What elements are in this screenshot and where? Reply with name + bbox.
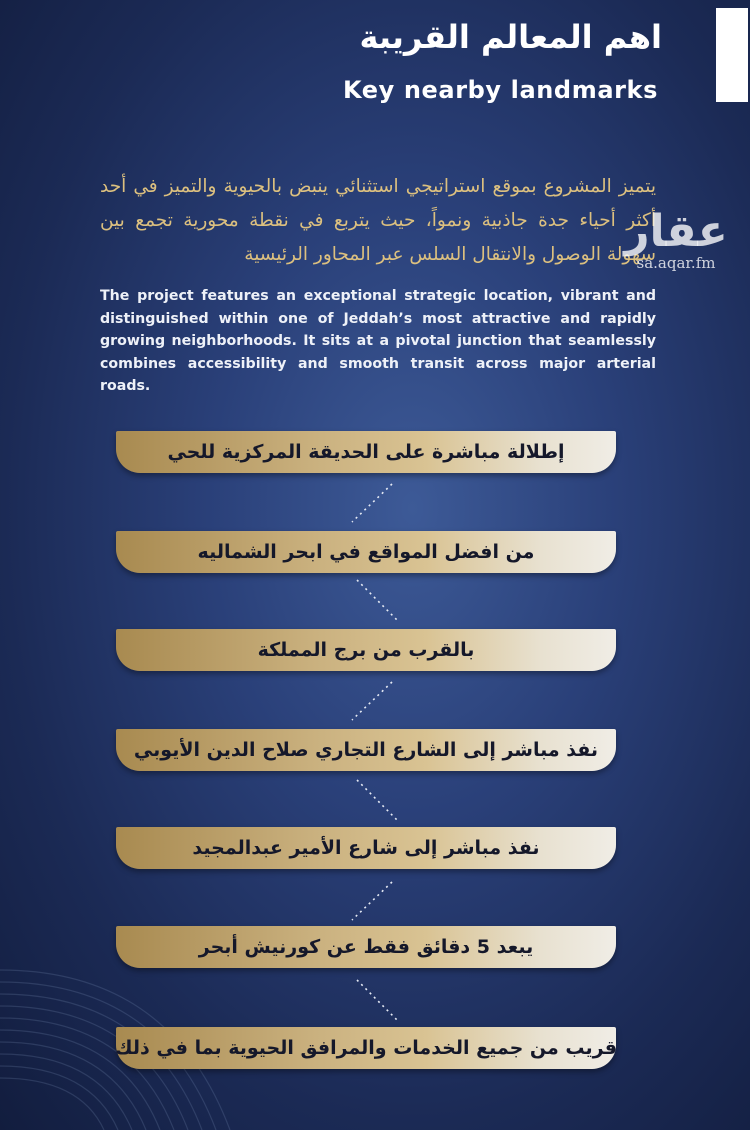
landmark-bar-3 [116,629,616,671]
landmark-bar-6 [116,926,616,968]
connector-line [357,980,397,1020]
connector-line [352,484,392,522]
landmark-label: يبعد 5 دقائق فقط عن كورنيش أبحر [198,936,534,958]
connector-line [357,780,397,820]
landmark-label: قريب من جميع الخدمات والمرافق الحيوية بما في ذلك [115,1037,617,1059]
landmark-bar-2 [116,531,616,573]
connector-line [352,682,392,720]
connector-line [352,882,392,920]
description-english: The project features an exceptional strategic location, vibrant and distinguished within one of Jeddah’s most attractive and rapidly growing neighborhoods. It sits at a pivotal junction that seamlessly combines accessibility and smooth transit across major arterial roads. [100,288,656,394]
landmark-label: نفذ مباشر إلى شارع الأمير عبدالمجيد [192,837,540,859]
connector-line [357,580,397,620]
aqar-url: sa.aqar.fm [636,254,716,272]
landmark-bar-5 [116,827,616,869]
landmark-bar-4 [116,729,616,771]
page-title-english: Key nearby landmarks [343,76,658,104]
page-title-arabic: اهم المعالم القريبة [359,18,662,56]
landmark-label: نفذ مباشر إلى الشارع التجاري صلاح الدين الأيوبي [133,739,599,761]
landmark-label: إطلالة مباشرة على الحديقة المركزية للحي [167,441,565,463]
description-arabic: يتميز المشروع بموقع استراتيجي استثنائي ينبض بالحيوية والتميز في أحد أكثر أحياء جدة جاذبية ونمواً، حيث يتربع في نقطة محورية تجمع بين سهولة الوصول والانتقال السلس عبر المحاور الرئيسية [100,176,656,265]
landmark-label: بالقرب من برج المملكة [257,639,475,661]
landmark-bar-1 [116,431,616,473]
landmark-bar-7 [116,1027,616,1069]
landmark-label: من افضل المواقع في ابحر الشماليه [197,541,535,563]
aqar-logo: عقار [624,206,728,257]
